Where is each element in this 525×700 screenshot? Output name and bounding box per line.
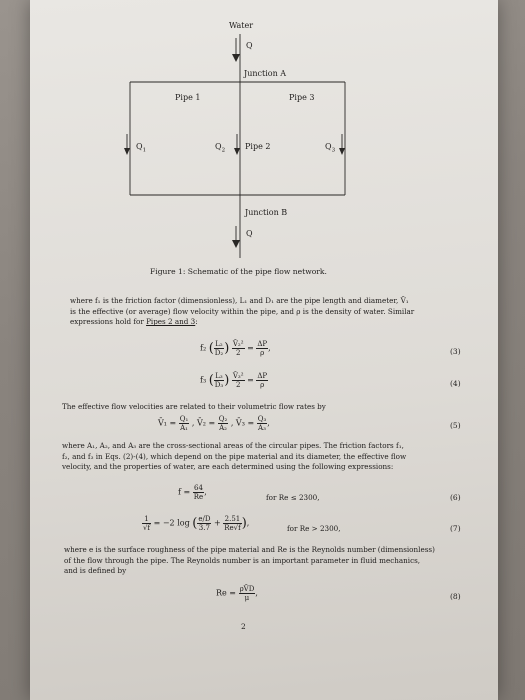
equation-5: V̄₁ = $\frac{\text{Q₁}}{\text{A₁}}$ , V̄₂ = $\frac{\text{Q₂}}{\text{A₂}}$ , V̄₃ = $\frac{\text{Q₃}}{\text{A₃}}$ , bbox=[158, 415, 270, 432]
equation-7-number: (7) bbox=[450, 524, 461, 533]
q1-arrow-head bbox=[124, 148, 130, 155]
pipe1-label: Pipe 1 bbox=[175, 93, 201, 102]
equation-8-number: (8) bbox=[450, 592, 461, 601]
equation-4: f₃ ( $\frac{\text{L₃}}{\text{D₃}}$ ) $\frac{\text{V̄₃²}}{2}$ = $\frac{\Delta P}{\rho}$ bbox=[200, 372, 268, 389]
q3-arrow-head bbox=[339, 148, 345, 155]
equation-6-condition: for Re ≤ 2300, bbox=[266, 493, 320, 502]
paragraph-1-line-1: where f₁ is the friction factor (dimensionless), L₁ and D₁ are the pipe length and diameter, V̄₁ bbox=[70, 296, 409, 305]
water-label: Water bbox=[229, 21, 254, 30]
paragraph-2: The effective flow velocities are related to their volumetric flow rates by bbox=[62, 402, 326, 411]
equation-6-number: (6) bbox=[450, 493, 461, 502]
equation-3-number: (3) bbox=[450, 347, 461, 356]
q-outlet-label: Q bbox=[246, 229, 253, 238]
paragraph-4-line-2: of the flow through the pipe. The Reynolds number is an important parameter in fluid mechanics, bbox=[64, 555, 421, 565]
paragraph-1 bbox=[70, 296, 470, 328]
outlet-arrow-head bbox=[232, 240, 240, 248]
paragraph-3-line-1: where A₁, A₂, and A₃ are the cross-sectional areas of the circular pipes. The friction factors f₁, bbox=[62, 441, 404, 450]
junction-b-label: Junction B bbox=[245, 208, 288, 217]
paragraph-1-line-3: expressions hold for Pipes 2 and 3: bbox=[70, 317, 198, 326]
junction-a-label: Junction A bbox=[244, 69, 287, 78]
equation-4-number: (4) bbox=[450, 379, 461, 388]
paragraph-3-line-3: velocity, and the properties of water, are each determined using the following expressions: bbox=[62, 462, 394, 471]
equation-7: $\frac{1}{√f}$ = −2 log ( $\frac{e/D}{3.7}$ + $\frac{2.51}{Re√f}$ ), bbox=[143, 515, 250, 532]
paragraph-4-line-3: and is defined by bbox=[64, 566, 127, 575]
equation-8: Re = $\frac{\rho V̄D}{\mu}$ , bbox=[216, 585, 258, 602]
paragraph-3-line-2: f₂, and f₃ in Eqs. (2)-(4), which depend on the pipe material and its diameter, the effective flow bbox=[62, 451, 407, 461]
pipe-network-diagram bbox=[0, 0, 525, 265]
inlet-arrow-head bbox=[232, 54, 240, 62]
paragraph-3 bbox=[62, 441, 472, 473]
paragraph-4-line-1: where e is the surface roughness of the pipe material and Re is the Reynolds number (dimensionless) bbox=[64, 545, 435, 554]
page-number: 2 bbox=[241, 622, 246, 631]
paragraph-4 bbox=[64, 545, 474, 577]
q2-arrow-head bbox=[234, 148, 240, 155]
q-inlet-label: Q bbox=[246, 41, 253, 50]
pipe3-label: Pipe 3 bbox=[289, 93, 315, 102]
equation-3: f₂ ( $\frac{\text{L₂}}{\text{D₂}}$ ) $\frac{\text{V̄₂²}}{2}$ = $\frac{\Delta P}{\rho}$ , bbox=[200, 340, 271, 357]
equation-7-condition: for Re > 2300, bbox=[287, 524, 341, 533]
equation-5-number: (5) bbox=[450, 421, 461, 430]
q1-label: $Q_1$ bbox=[136, 142, 147, 154]
pipe2-label: Pipe 2 bbox=[245, 142, 271, 151]
q3-label: $Q_3$ bbox=[325, 142, 336, 154]
pipes-2-3-reference: Pipes 2 and 3 bbox=[146, 317, 196, 326]
paragraph-1-line-2: is the effective (or average) flow velocity within the pipe, and ρ is the density of water. Similar bbox=[70, 306, 415, 316]
figure-caption: Figure 1: Schematic of the pipe flow network. bbox=[150, 267, 327, 276]
equation-6: f = $\frac{64}{Re}$ , bbox=[178, 484, 207, 501]
q2-label: $Q_2$ bbox=[215, 142, 226, 154]
